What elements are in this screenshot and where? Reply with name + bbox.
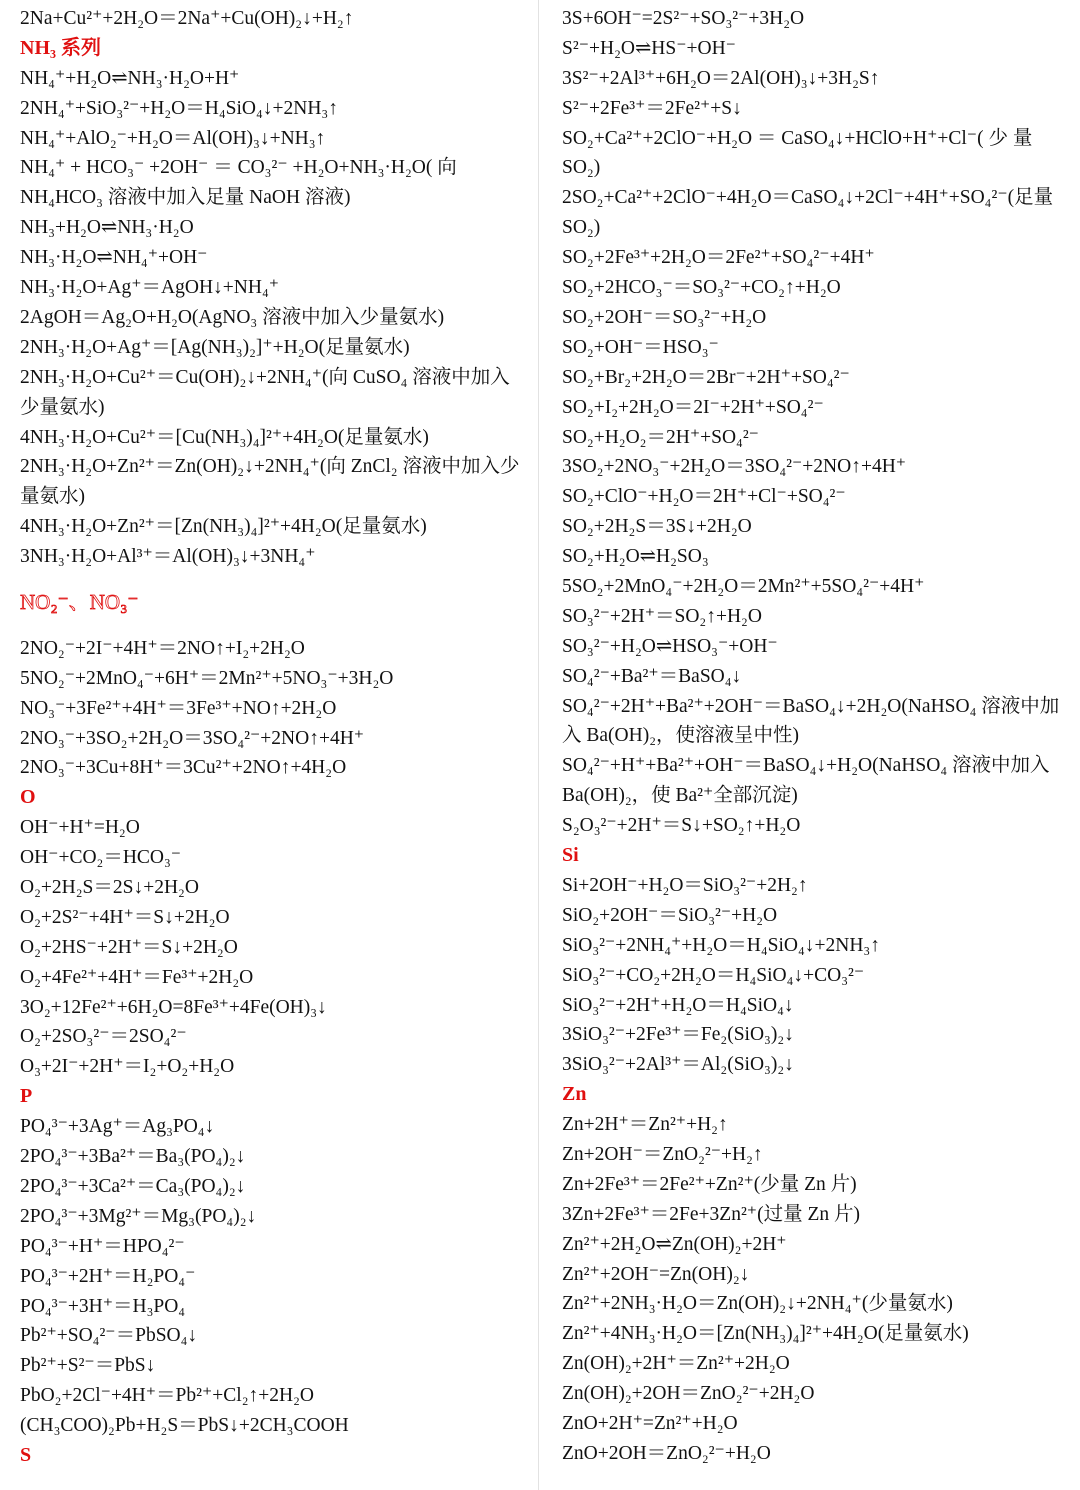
equation-line: NH₃·H₂O+Ag⁺＝AgOH↓+NH₄⁺ — [20, 277, 280, 299]
equation-line: SO₂+I₂+2H₂O＝2I⁻+2H⁺+SO₄²⁻ — [562, 396, 824, 418]
equation-line: O₂+2S²⁻+4H⁺＝S↓+2H₂O — [20, 906, 230, 928]
equation-line: 2PO₄³⁻+3Ca²⁺＝Ca₃(PO₄)₂↓ — [20, 1175, 246, 1197]
equation-line: Zn+2OH⁻＝ZnO₂²⁻+H₂↑ — [562, 1143, 763, 1165]
equation-line: 2NH₃·H₂O+Zn²⁺＝Zn(OH)₂↓+2NH₄⁺(向 ZnCl₂ 溶液中加入少量氨水) — [20, 456, 520, 508]
section-heading: NO₂⁻、NO₃⁻ — [20, 590, 139, 615]
equation-line: 3SiO₃²⁻+2Fe³⁺＝Fe₂(SiO₃)₂↓ — [562, 1024, 794, 1046]
equation-line: NH₄⁺+H₂O⇌NH₃·H₂O+H⁺ — [20, 67, 240, 89]
equation-line: 3O₂+12Fe²⁺+6H₂O=8Fe³⁺+4Fe(OH)₃↓ — [20, 996, 327, 1018]
equation-line: S²⁻+H₂O⇌HS⁻+OH⁻ — [562, 37, 736, 59]
equation-line: 4NH₃·H₂O+Zn²⁺＝[Zn(NH₃)₄]²⁺+4H₂O(足量氨水) — [20, 516, 427, 538]
equation-line: OH⁻+CO₂＝HCO₃⁻ — [20, 847, 182, 869]
equation-line: O₂+2HS⁻+2H⁺＝S↓+2H₂O — [20, 936, 238, 958]
equation-line: PO₄³⁻+H⁺＝HPO₄²⁻ — [20, 1235, 185, 1257]
equation-line: SiO₃²⁻+CO₂+2H₂O＝H₄SiO₄↓+CO₃²⁻ — [562, 964, 865, 986]
equation-line: NH₄⁺ + HCO₃⁻ +2OH⁻ ＝ CO₃²⁻ +H₂O+NH₃·H₂O( 向 NH₄HCO₃ 溶液中加入足量 NaOH 溶液) — [20, 157, 457, 209]
section-heading: P — [20, 1085, 33, 1108]
equation-line: NO₃⁻+3Fe²⁺+4H⁺＝3Fe³⁺+NO↑+2H₂O — [20, 697, 337, 719]
equation-line: 2Na+Cu²⁺+2H₂O＝2Na⁺+Cu(OH)₂↓+H₂↑ — [20, 8, 354, 29]
equation-line: NH₃·H₂O⇌NH₄⁺+OH⁻ — [20, 247, 208, 269]
equation-line: SO₄²⁻+Ba²⁺＝BaSO₄↓ — [562, 665, 742, 687]
spacer — [20, 618, 525, 634]
equation-line: O₂+2H₂S＝2S↓+2H₂O — [20, 877, 199, 899]
equation-line: O₂+4Fe²⁺+4H⁺＝Fe³⁺+2H₂O — [20, 966, 254, 988]
equation-line: SO₂+ClO⁻+H₂O＝2H⁺+Cl⁻+SO₄²⁻ — [562, 486, 846, 508]
equation-line: SiO₃²⁻+2H⁺+H₂O＝H₄SiO₄↓ — [562, 994, 794, 1016]
equation-line: SO₂+H₂O⇌H₂SO₃ — [562, 546, 709, 568]
equation-line: 5NO₂⁻+2MnO₄⁻+6H⁺＝2Mn²⁺+5NO₃⁻+3H₂O — [20, 667, 394, 689]
equation-line: 5SO₂+2MnO₄⁻+2H₂O＝2Mn²⁺+5SO₄²⁻+4H⁺ — [562, 575, 925, 597]
equation-line: 2AgOH＝Ag₂O+H₂O(AgNO₃ 溶液中加入少量氨水) — [20, 306, 445, 328]
equation-line: 2PO₄³⁻+3Ba²⁺＝Ba₃(PO₄)₂↓ — [20, 1146, 246, 1168]
equation-line: OH⁻+H⁺=H₂O — [20, 817, 140, 839]
spacer — [20, 572, 525, 588]
equation-line: 3SiO₃²⁻+2Al³⁺＝Al₂(SiO₃)₂↓ — [562, 1054, 794, 1076]
equation-line: SO₃²⁻+H₂O⇌HSO₃⁻+OH⁻ — [562, 635, 778, 657]
equation-line: SiO₂+2OH⁻＝SiO₃²⁻+H₂O — [562, 904, 778, 926]
equation-line: Zn(OH)₂+2OH＝ZnO₂²⁻+2H₂O — [562, 1383, 815, 1405]
equation-line: 2PO₄³⁻+3Mg²⁺＝Mg₃(PO₄)₂↓ — [20, 1205, 257, 1227]
equation-line: SO₂+Br₂+2H₂O＝2Br⁻+2H⁺+SO₄²⁻ — [562, 366, 850, 388]
equation-line: NH₃+H₂O⇌NH₃·H₂O — [20, 217, 194, 239]
equation-line: 2SO₂+Ca²⁺+2ClO⁻+4H₂O＝CaSO₄↓+2Cl⁻+4H⁺+SO₄²⁻(足量 SO₂) — [562, 187, 1054, 239]
equation-line: 3Zn+2Fe³⁺＝2Fe+3Zn²⁺(过量 Zn 片) — [562, 1203, 860, 1225]
equation-line: 3SO₂+2NO₃⁻+2H₂O＝3SO₄²⁻+2NO↑+4H⁺ — [562, 456, 907, 478]
equation-line: SO₂+2Fe³⁺+2H₂O＝2Fe²⁺+SO₄²⁻+4H⁺ — [562, 247, 875, 269]
equation-line: Zn(OH)₂+2H⁺＝Zn²⁺+2H₂O — [562, 1353, 790, 1375]
equation-line: NH₄⁺+AlO₂⁻+H₂O＝Al(OH)₃↓+NH₃↑ — [20, 127, 326, 149]
equation-line: Zn+2H⁺＝Zn²⁺+H₂↑ — [562, 1114, 728, 1136]
equation-line: SO₂+2OH⁻＝SO₃²⁻+H₂O — [562, 306, 767, 328]
equation-line: 2NO₂⁻+2I⁻+4H⁺＝2NO↑+I₂+2H₂O — [20, 637, 305, 659]
equation-line: S²⁻+2Fe³⁺＝2Fe²⁺+S↓ — [562, 97, 742, 119]
right-column — [562, 4, 1067, 1469]
equation-line: 2NO₃⁻+3Cu+8H⁺＝3Cu²⁺+2NO↑+4H₂O — [20, 757, 347, 779]
equation-line: SO₂+OH⁻＝HSO₃⁻ — [562, 336, 719, 358]
equation-line: Pb²⁺+SO₄²⁻＝PbSO₄↓ — [20, 1325, 198, 1347]
equation-line: Zn²⁺+2NH₃·H₂O＝Zn(OH)₂↓+2NH₄⁺(少量氨水) — [562, 1293, 953, 1315]
equation-line: 2NH₃·H₂O+Ag⁺＝[Ag(NH₃)₂]⁺+H₂O(足量氨水) — [20, 336, 410, 358]
left-column — [20, 4, 525, 1471]
equation-line: 2NH₄⁺+SiO₃²⁻+H₂O＝H₄SiO₄↓+2NH₃↑ — [20, 97, 338, 119]
equation-line: Zn²⁺+4NH₃·H₂O＝[Zn(NH₃)₄]²⁺+4H₂O(足量氨水) — [562, 1323, 969, 1345]
equation-line: SiO₃²⁻+2NH₄⁺+H₂O＝H₄SiO₄↓+2NH₃↑ — [562, 934, 880, 956]
equation-line: SO₂+H₂O₂＝2H⁺+SO₄²⁻ — [562, 426, 759, 448]
equation-line: SO₂+Ca²⁺+2ClO⁻+H₂O ＝ CaSO₄↓+HClO+H⁺+Cl⁻( 少 量 SO₂) — [562, 127, 1033, 179]
equation-line: O₂+2SO₃²⁻＝2SO₄²⁻ — [20, 1026, 187, 1048]
equation-line: SO₃²⁻+2H⁺＝SO₂↑+H₂O — [562, 605, 762, 627]
equation-line: S₂O₃²⁻+2H⁺＝S↓+SO₂↑+H₂O — [562, 815, 801, 837]
section-heading: NH₃ 系列 — [20, 36, 101, 59]
section-heading: Zn — [562, 1083, 587, 1106]
equation-line: SO₂+2H₂S＝3S↓+2H₂O — [562, 516, 752, 538]
equation-line: ZnO+2H⁺=Zn²⁺+H₂O — [562, 1412, 738, 1434]
equation-line: 2NO₃⁻+3SO₂+2H₂O＝3SO₄²⁻+2NO↑+4H⁺ — [20, 727, 365, 749]
equation-line: SO₄²⁻+2H⁺+Ba²⁺+2OH⁻＝BaSO₄↓+2H₂O(NaHSO₄ 溶液中加入 Ba(OH)₂，使溶液呈中性) — [562, 695, 1060, 747]
equation-line: 3S+6OH⁻=2S²⁻+SO₃²⁻+3H₂O — [562, 8, 805, 29]
equation-line: (CH₃COO)₂Pb+H₂S＝PbS↓+2CH₃COOH — [20, 1415, 349, 1437]
equation-line: SO₄²⁻+H⁺+Ba²⁺+OH⁻＝BaSO₄↓+H₂O(NaHSO₄ 溶液中加入 Ba(OH)₂，使 Ba²⁺全部沉淀) — [562, 755, 1050, 807]
equation-line: O₃+2I⁻+2H⁺＝I₂+O₂+H₂O — [20, 1056, 235, 1078]
equation-line: PO₄³⁻+3H⁺＝H₃PO₄ — [20, 1295, 186, 1317]
equation-line: SO₂+2HCO₃⁻＝SO₃²⁻+CO₂↑+H₂O — [562, 277, 841, 299]
equation-line: PbO₂+2Cl⁻+4H⁺＝Pb²⁺+Cl₂↑+2H₂O — [20, 1385, 314, 1407]
equation-line: PO₄³⁻+3Ag⁺＝Ag₃PO₄↓ — [20, 1116, 215, 1138]
equation-line: Pb²⁺+S²⁻＝PbS↓ — [20, 1355, 156, 1377]
equation-line: ZnO+2OH＝ZnO₂²⁻+H₂O — [562, 1442, 771, 1464]
column-divider — [538, 0, 539, 1490]
section-heading: O — [20, 786, 36, 809]
section-heading: Si — [562, 844, 579, 867]
section-heading: S — [20, 1443, 32, 1466]
equation-line: Zn²⁺+2H₂O⇌Zn(OH)₂+2H⁺ — [562, 1233, 787, 1255]
equation-line: PO₄³⁻+2H⁺＝H₂PO₄⁻ — [20, 1265, 196, 1287]
equation-line: 4NH₃·H₂O+Cu²⁺＝[Cu(NH₃)₄]²⁺+4H₂O(足量氨水) — [20, 426, 429, 448]
equation-line: Zn²⁺+2OH⁻=Zn(OH)₂↓ — [562, 1263, 750, 1285]
equation-line: Zn+2Fe³⁺＝2Fe²⁺+Zn²⁺(少量 Zn 片) — [562, 1173, 857, 1195]
equation-line: 3NH₃·H₂O+Al³⁺＝Al(OH)₃↓+3NH₄⁺ — [20, 546, 316, 568]
equation-line: 2NH₃·H₂O+Cu²⁺＝Cu(OH)₂↓+2NH₄⁺(向 CuSO₄ 溶液中加入少量氨水) — [20, 366, 510, 418]
equation-line: Si+2OH⁻+H₂O＝SiO₃²⁻+2H₂↑ — [562, 874, 808, 896]
equation-line: 3S²⁻+2Al³⁺+6H₂O＝2Al(OH)₃↓+3H₂S↑ — [562, 67, 880, 89]
